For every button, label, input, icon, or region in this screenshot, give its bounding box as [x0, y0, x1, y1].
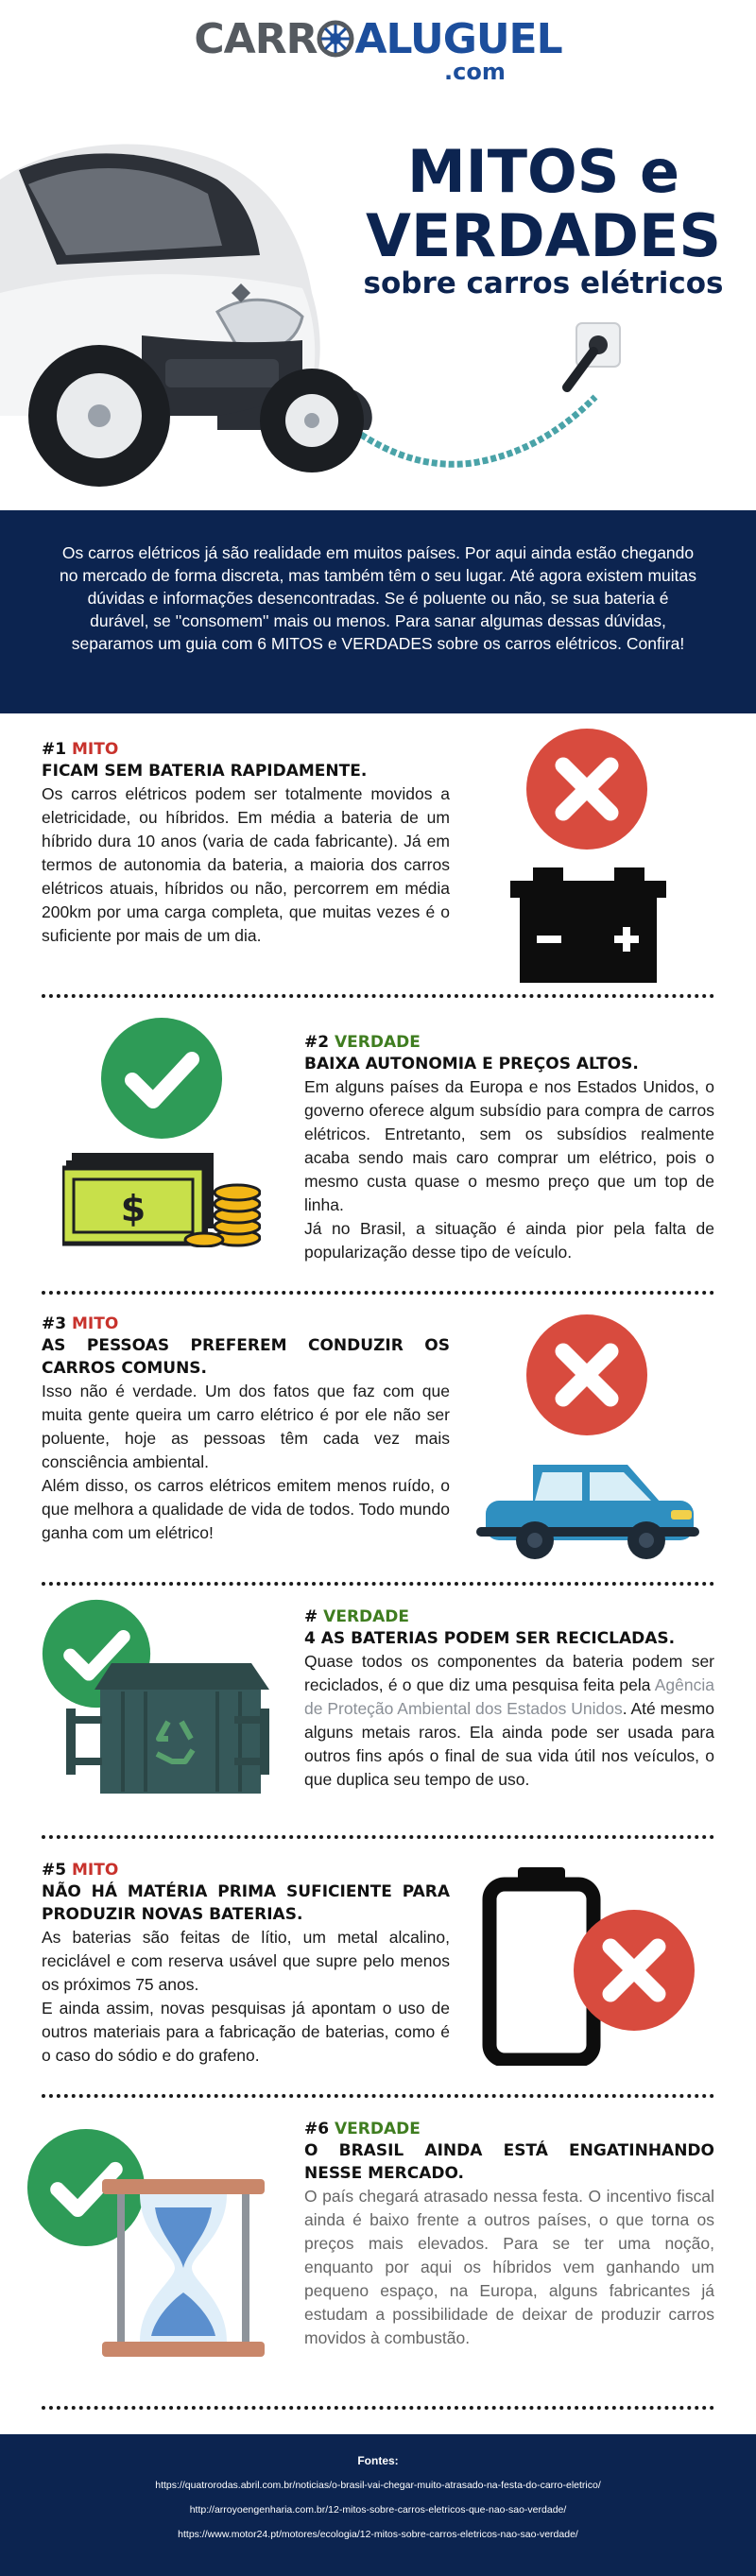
- source-link[interactable]: https://www.motor24.pt/motores/ecologia/12-mitos-sobre-carros-eletricos-nao-sao-verdade/: [178, 2529, 578, 2540]
- source-link[interactable]: http://arroyoengenharia.com.br/12-mitos-sobre-carros-eletricos-que-nao-sao-verdade/: [189, 2504, 567, 2516]
- section-heading: NÃO HÁ MATÉRIA PRIMA SUFICIENTE PARA PRODUZIR NOVAS BATERIAS.: [42, 1882, 450, 1924]
- section-number: #5: [42, 1861, 67, 1880]
- divider: [42, 1291, 714, 1295]
- section-number: #2: [304, 1033, 330, 1052]
- section-1: [42, 739, 450, 948]
- section-body: As baterias são feitas de lítio, um metal alcalino, reciclável e com reserva usável que supre pelo menos os próximos 75 anos.: [42, 1928, 450, 1994]
- wheel-icon: [317, 20, 354, 58]
- section-tag-verdade: VERDADE: [335, 2120, 421, 2138]
- section-tag-verdade: VERDADE: [335, 1033, 421, 1052]
- logo-part2: ALUGUEL: [354, 15, 562, 63]
- section-heading: BAIXA AUTONOMIA E PREÇOS ALTOS.: [304, 1055, 639, 1073]
- section-tag-mito: MITO: [72, 740, 119, 759]
- section-4: [304, 1606, 714, 1792]
- svg-text:$: $: [120, 1188, 146, 1229]
- check-icon: [100, 1017, 223, 1140]
- section-body-2: E ainda assim, novas pesquisas já apontam o uso de outros materiais para a fabricação de baterias, como é o caso do sódio e do grafeno.: [42, 1999, 450, 2065]
- section-3: [42, 1314, 450, 1545]
- hero-subtitle: sobre carros elétricos: [363, 266, 724, 301]
- dumpster-icon: [66, 1663, 269, 1795]
- section-6: [304, 2119, 714, 2350]
- logo-com: .com: [444, 59, 506, 85]
- section-body-b: . Até mesmo alguns metais raros. Ela ainda pode ser usada para outros fins após o final de sua vida útil nos veículos, o que duplica seu tempo de uso.: [304, 1699, 715, 1789]
- source-link-epa[interactable]: Agência de Proteção Ambiental dos Estados Unidos: [304, 1675, 714, 1718]
- divider: [42, 2406, 714, 2410]
- car-icon: [476, 1455, 699, 1561]
- battery-icon: [510, 867, 666, 983]
- section-heading: FICAM SEM BATERIA RAPIDAMENTE.: [42, 762, 368, 781]
- logo: [0, 15, 756, 85]
- section-body: [304, 1650, 714, 1792]
- hourglass-icon: [102, 2179, 265, 2357]
- hero-title-line1: MITOS e: [406, 137, 680, 206]
- x-icon: [525, 728, 648, 850]
- section-body: Em alguns países da Europa e nos Estados Unidos, o governo oferece algum subsídio para compra de carros elétricos. Entretanto, sem os subsídios realmente acaba sendo mais caro comprar um elétrico, pois o mesmo custa quase o mesmo preço que um top de linha.: [304, 1077, 714, 1214]
- divider: [42, 1835, 714, 1839]
- section-number: #1: [42, 740, 67, 759]
- source-link[interactable]: https://quatrorodas.abril.com.br/noticias/o-brasil-vai-chegar-muito-atrasado-na-festa-do-carro-eletrico/: [155, 2480, 601, 2491]
- money-icon: [62, 1153, 261, 1247]
- section-body: Os carros elétricos podem ser totalmente movidos a eletricidade, ou híbridos. Em média a bateria de um híbrido dura 10 anos (varia de cada fabricante). Já em termos de autonomia da bateria, a maioria dos carros elétricos atuais, híbridos ou não, percorrem em média 200km por uma carga completa, que muitas vezes é o suficiente por mais de um dia.: [42, 784, 450, 945]
- section-heading: O BRASIL AINDA ESTÁ ENGATINHANDO NESSE MERCADO.: [304, 2141, 714, 2183]
- section-tag-verdade: VERDADE: [323, 1607, 410, 1626]
- section-number: #: [304, 1607, 318, 1626]
- section-body: Isso não é verdade. Um dos fatos que faz com que muita gente queira um carro elétrico é por ele não ser poluente, hoje as pessoas têm cada vez mais consciência ambiental.: [42, 1382, 450, 1471]
- section-tag-mito: MITO: [72, 1314, 119, 1333]
- section-number: #3: [42, 1314, 67, 1333]
- section-body-a: Quase todos os componentes da bateria podem ser reciclados, é o que diz uma pesquisa feita pela: [304, 1652, 714, 1694]
- hero-title-line2: VERDADES: [366, 201, 721, 270]
- section-5: [42, 1860, 450, 2068]
- divider: [42, 994, 714, 998]
- logo-part1: CARR: [194, 15, 318, 63]
- section-heading: AS PESSOAS PREFEREM CONDUZIR OS CARROS COMUNS.: [42, 1336, 450, 1378]
- section-body-2: Além disso, os carros elétricos emitem menos ruído, o que melhora a qualidade de vida de todos. Todo mundo ganha com um elétrico!: [42, 1476, 450, 1542]
- x-icon: [525, 1314, 648, 1436]
- section-body: O país chegará atrasado nessa festa. O incentivo fiscal ainda é baixo frente a outros países, o que torna os preços mais elevados. Para se ter uma noção, enquanto por aqui os híbridos vem ganhando um pequeno espaço, na Europa, alguns fabricantes já estudam a possibilidade de deixar de produzir carros movidos à combustão.: [304, 2187, 714, 2347]
- intro-text: Os carros elétricos já são realidade em muitos países. Por aqui ainda estão chegando no mercado de forma discreta, mas também têm o seu lugar. Até agora existem muitas dúvidas e informações desencontradas. Se é poluente ou não, se sua bateria é durável, se ''consomem'' mais ou menos. Para sanar algumas dessas dúvidas, separamos um guia com 6 MITOS e VERDADES sobre os carros elétricos. Confira!: [59, 543, 697, 653]
- x-icon: [573, 1909, 696, 2032]
- footer-title: Fontes:: [357, 2454, 399, 2467]
- section-tag-mito: MITO: [72, 1861, 119, 1880]
- section-body-2: Já no Brasil, a situação é ainda pior pela falta de popularização desse tipo de veículo.: [304, 1219, 714, 1262]
- divider: [42, 2094, 714, 2098]
- divider: [42, 1582, 714, 1586]
- section-2: [304, 1032, 714, 1264]
- section-number: #6: [304, 2120, 330, 2138]
- section-heading: 4 AS BATERIAS PODEM SER RECICLADAS.: [304, 1629, 676, 1648]
